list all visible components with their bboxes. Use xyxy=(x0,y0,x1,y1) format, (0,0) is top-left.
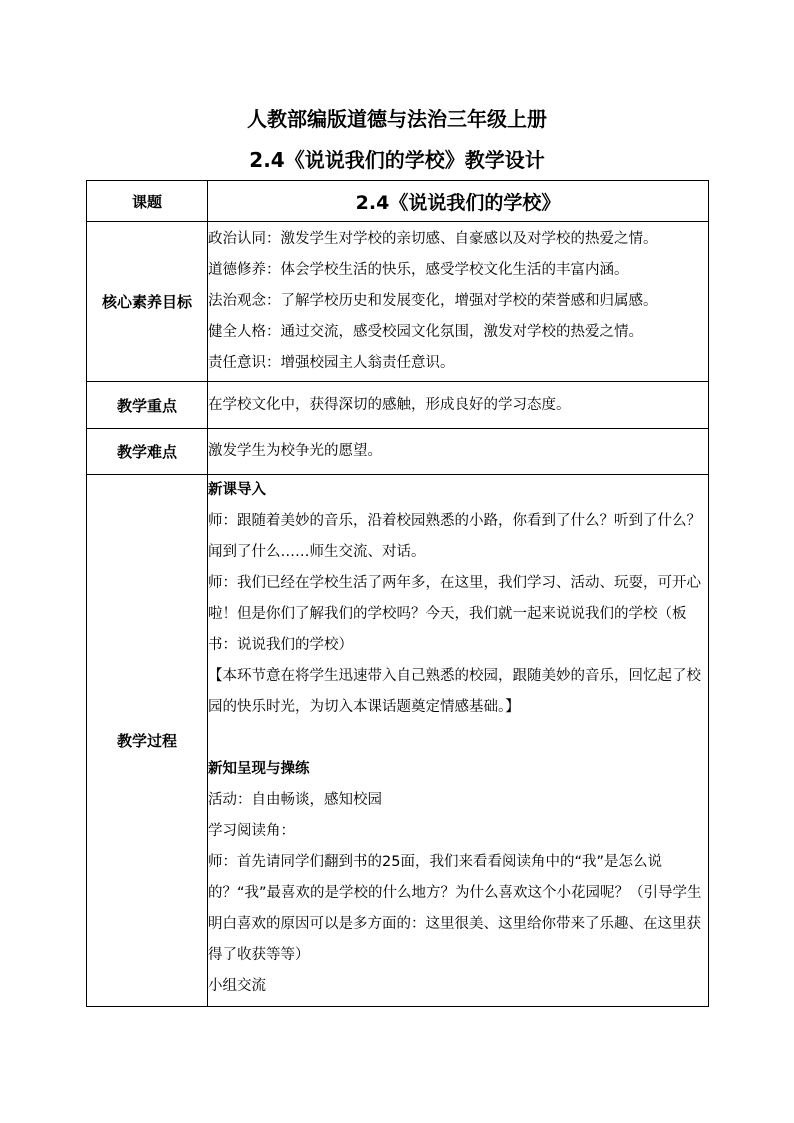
document-subtitle: 2.4《说说我们的学校》教学设计 xyxy=(249,148,545,172)
lesson-plan-table xyxy=(86,180,709,1007)
difficulty-value: 激发学生为校争光的愿望。 xyxy=(208,429,709,475)
subject-label: 课题 xyxy=(87,181,208,222)
key-point-value: 在学校文化中，获得深切的感触，形成良好的学习态度。 xyxy=(208,382,709,429)
table-row-difficulty xyxy=(87,429,709,475)
goal-item: 道德修养：体会学校生活的快乐，感受学校文化生活的丰富内涵。 xyxy=(208,262,629,278)
section-title: 新课导入 xyxy=(208,482,266,498)
process-label: 教学过程 xyxy=(87,475,208,1007)
goal-item: 法治观念：了解学校历史和发展变化，增强对学校的荣誉感和归属感。 xyxy=(208,293,658,309)
table-row-goals xyxy=(87,222,709,382)
subject-value: 2.4《说说我们的学校》 xyxy=(208,181,709,222)
paragraph: 师：跟随着美妙的音乐，沿着校园熟悉的小路，你看到了什么？听到了什么？闻到了什么……师生交流、对话。 xyxy=(208,513,701,560)
goals-content xyxy=(208,222,709,382)
goals-label: 核心素养目标 xyxy=(87,222,208,382)
paragraph: 活动：自由畅谈，感知校园 xyxy=(208,792,382,808)
process-content xyxy=(208,475,709,1007)
goal-item: 政治认同：激发学生对学校的亲切感、自豪感以及对学校的热爱之情。 xyxy=(208,231,658,247)
section-title: 新知呈现与操练 xyxy=(208,761,310,777)
paragraph: 小组交流 xyxy=(208,978,266,994)
table-row-process xyxy=(87,475,709,1007)
difficulty-label: 教学难点 xyxy=(87,429,208,475)
goal-item: 责任意识：增强校园主人翁责任意识。 xyxy=(208,355,455,371)
blank-line xyxy=(208,723,708,754)
document-title: 人教部编版道德与法治三年级上册 xyxy=(247,107,547,131)
design-note: 【本环节意在将学生迅速带入自己熟悉的校园，跟随美妙的音乐，回忆起了校园的快乐时光，为切入本课话题奠定情感基础。】 xyxy=(208,668,701,715)
goal-item: 健全人格：通过交流，感受校园文化氛围，激发对学校的热爱之情。 xyxy=(208,324,643,340)
paragraph: 师：首先请同学们翻到书的25面，我们来看看阅读角中的“我”是怎么说的？“我”最喜欢的是学校的什么地方？为什么喜欢这个小花园呢？（引导学生明白喜欢的原因可以是多方面的：这里很美、这里给你带来了乐趣、在这里获得了收获等等） xyxy=(208,854,702,963)
key-point-label: 教学重点 xyxy=(87,382,208,429)
table-row-key-point xyxy=(87,382,709,429)
paragraph: 学习阅读角： xyxy=(208,823,295,839)
paragraph: 师：我们已经在学校生活了两年多，在这里，我们学习、活动、玩耍，可开心啦！但是你们了解我们的学校吗？今天，我们就一起来说说我们的学校（板书：说说我们的学校） xyxy=(208,575,701,653)
table-row-subject xyxy=(87,181,709,222)
